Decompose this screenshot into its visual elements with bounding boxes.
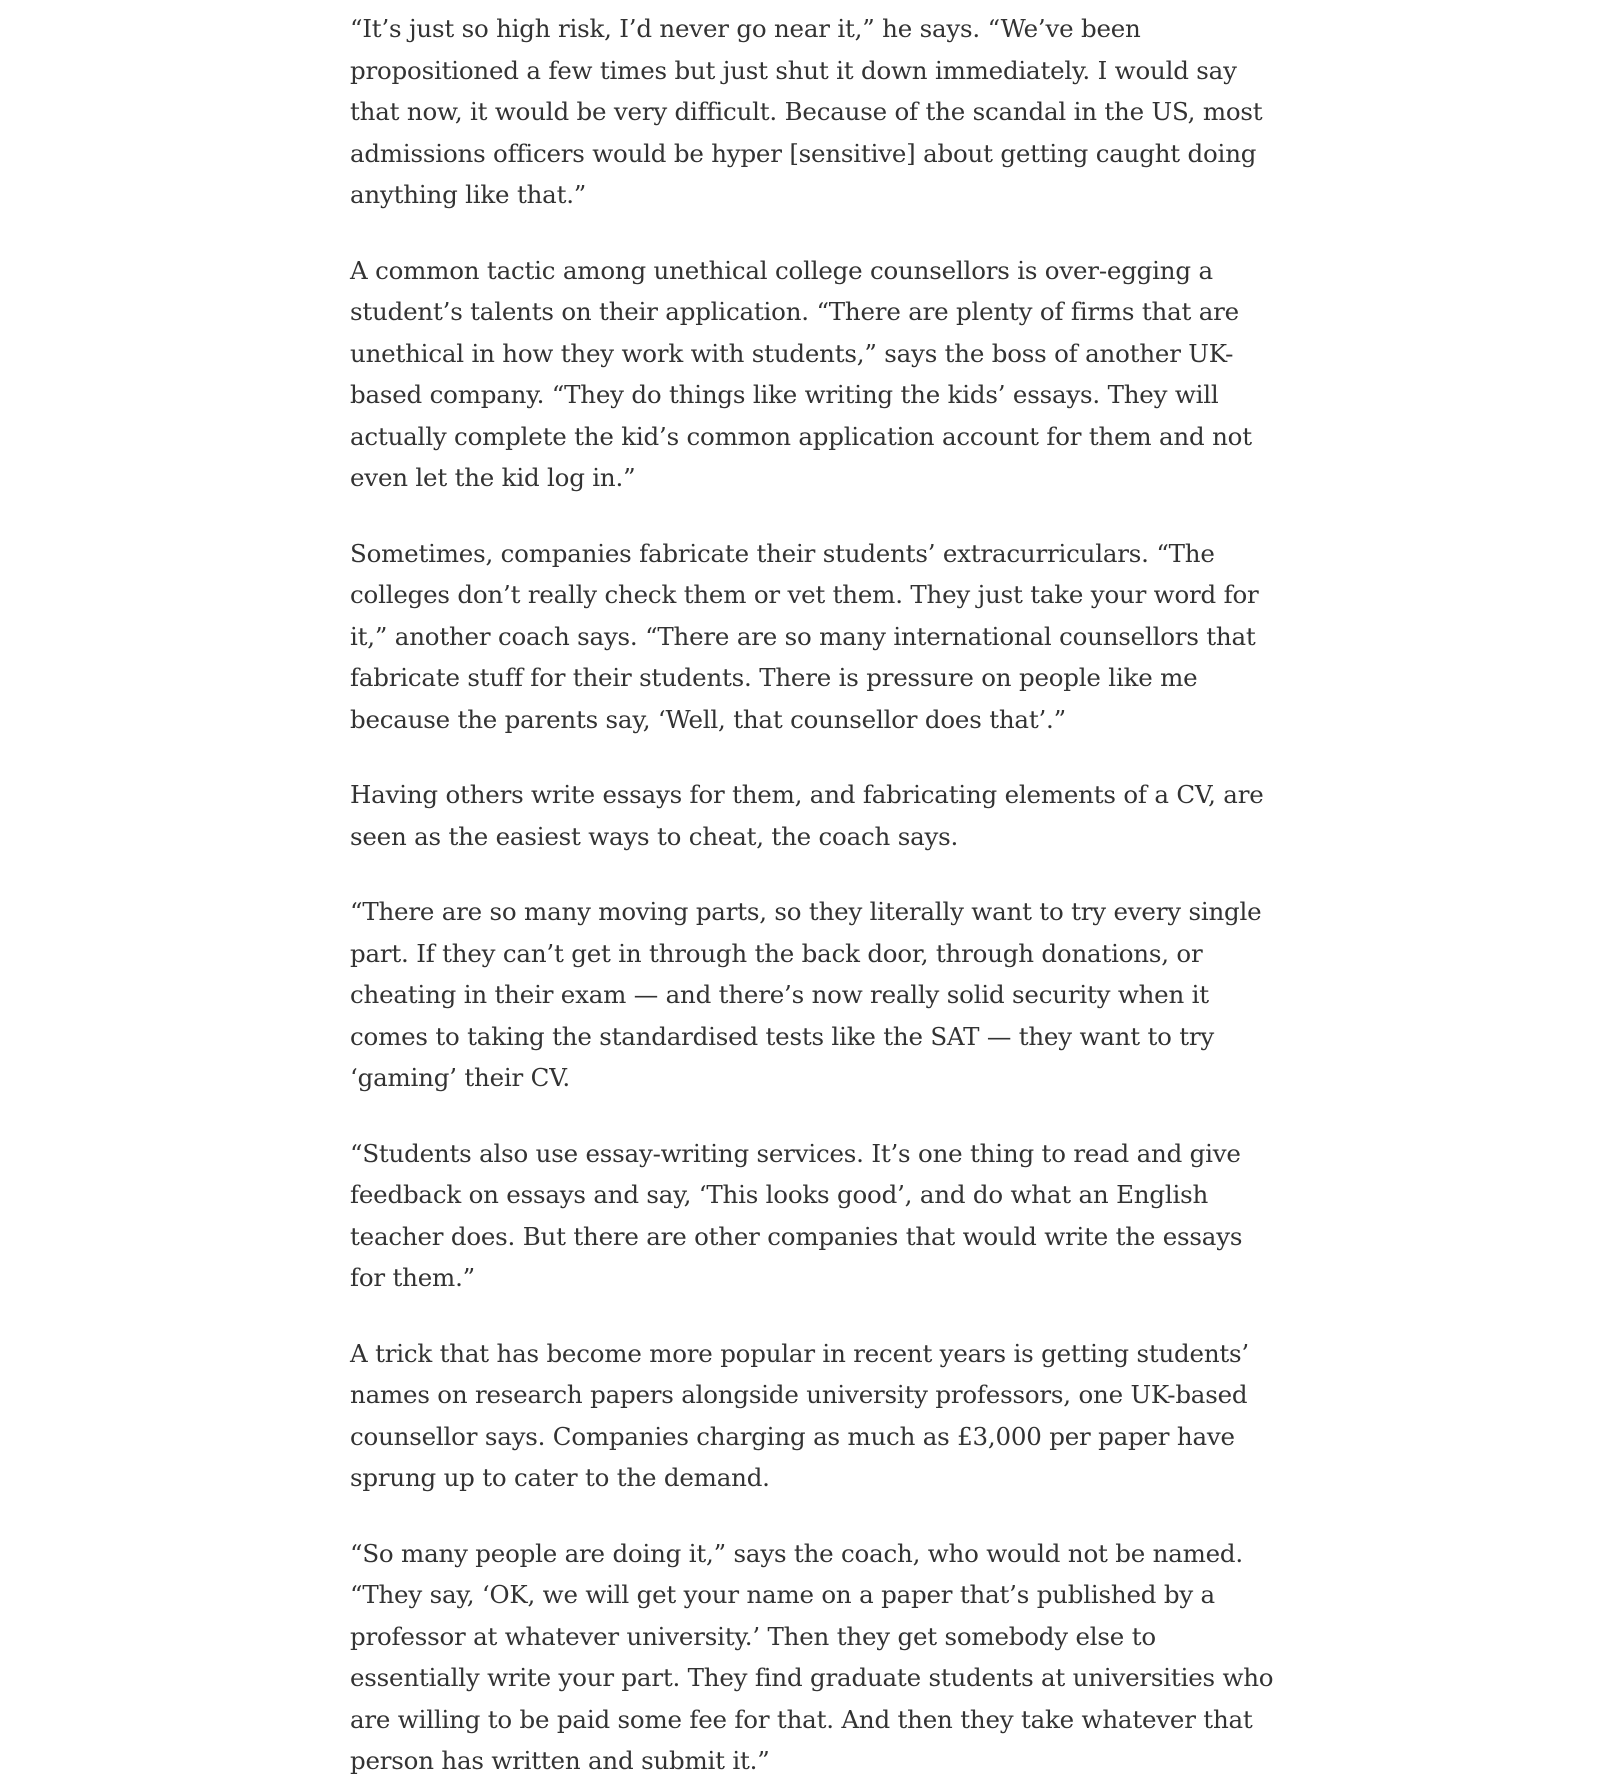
- paragraph-6: “Students also use essay-writing services. It’s one thing to read and give feedback on essays and say, ‘This looks good’, and do what an English teacher does. But there are other companies that would write the essays for them.”: [350, 1138, 1243, 1292]
- paragraph-7: A trick that has become more popular in recent years is getting students’ names on research papers alongside university professors, one UK-based counsellor says. Companies charging as much as £3,000 per paper have sprung up to cater to the demand.: [350, 1338, 1250, 1492]
- paragraph-4: Having others write essays for them, and fabricating elements of a CV, are seen as the easiest ways to cheat, the coach says.: [350, 780, 1264, 851]
- paragraph-8: “So many people are doing it,” says the coach, who would not be named. “They say, ‘OK, we will get your name on a paper that’s published by a professor at whatever university.’ Then they get somebody else to essentially write your part. They find graduate students at universities who are willing to be paid some fee for that. And then they take whatever that person has written and submit it.”: [350, 1538, 1274, 1775]
- paragraph-1: “It’s just so high risk, I’d never go near it,” he says. “We’ve been propositioned a few times but just shut it down immediately. I would say that now, it would be very difficult. Because of the scandal in the US, most admissions officers would be hyper [sensitive] about getting caught doing anything like that.”: [350, 14, 1263, 209]
- paragraph-2: A common tactic among unethical college counsellors is over-egging a student’s talents on their application. “There are plenty of firms that are unethical in how they work with students,” says the boss of another UK-based company. “They do things like writing the kids’ essays. They will actually complete the kid’s common application account for them and not even let the kid log in.”: [350, 255, 1252, 492]
- article-body: [350, 8, 1280, 1782]
- paragraph-5: “There are so many moving parts, so they literally want to try every single part. If they can’t get in through the back door, through donations, or cheating in their exam — and there’s now really solid security when it comes to taking the standardised tests like the SAT — they want to try ‘gaming’ their CV.: [350, 897, 1262, 1092]
- paragraph-3: Sometimes, companies fabricate their students’ extracurriculars. “The colleges don’t really check them or vet them. They just take your word for it,” another coach says. “There are so many international counsellors that fabricate stuff for their students. There is pressure on people like me because the parents say, ‘Well, that counsellor does that’.”: [350, 538, 1259, 734]
